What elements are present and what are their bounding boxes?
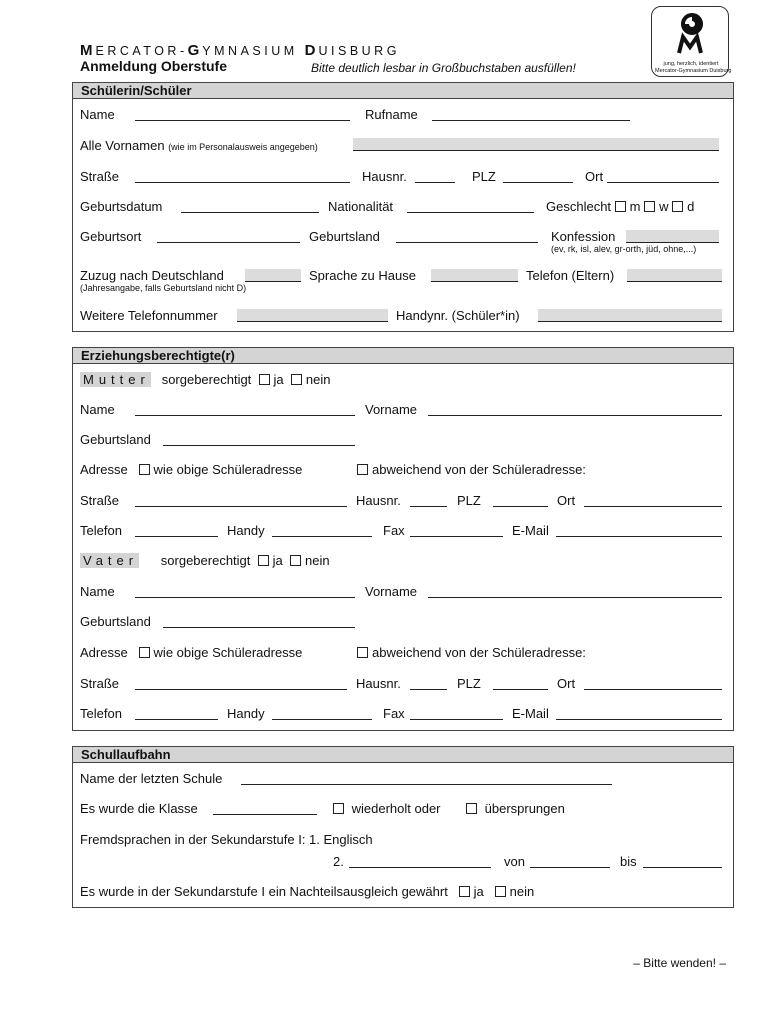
field-mutter-handy[interactable] [272, 524, 372, 537]
field-geburtsland[interactable] [396, 230, 538, 243]
label-geburtsland: Geburtsland [309, 229, 380, 244]
label-weitere-tel: Weitere Telefonnummer [80, 308, 218, 323]
label-abweichend: abweichend von der Schüleradresse: [372, 462, 586, 477]
label-nachteil-nein: nein [509, 884, 535, 899]
field-mutter-telefon[interactable] [135, 524, 218, 537]
guardians-section-title: Erziehungsberechtigte(r) [73, 348, 733, 364]
label-nationalitaet: Nationalität [328, 199, 394, 214]
label-zuzug: Zuzug nach Deutschland [80, 268, 224, 283]
field-nationalitaet[interactable] [407, 200, 534, 213]
field-bis[interactable] [643, 855, 722, 868]
label-handy: Handynr. (Schüler*in) [396, 308, 520, 323]
label-wie-obige: wie obige Schüleradresse [153, 462, 303, 477]
label-geschlecht: Geschlecht [546, 199, 612, 214]
label-bis: bis [620, 854, 637, 869]
label-ort: Ort [585, 169, 604, 184]
mother-header [80, 372, 330, 387]
checkbox-mutter-abweichend[interactable] [357, 464, 368, 475]
field-rufname[interactable] [432, 108, 630, 121]
label-sprache: Sprache zu Hause [309, 268, 416, 283]
label-klasse: Es wurde die Klasse [80, 801, 198, 816]
student-section-title: Schülerin/Schüler [73, 83, 733, 99]
logo-text-2: Mercator-Gymnasium Duisburg [655, 68, 732, 74]
label-name: Name [80, 107, 115, 122]
label-konfession: Konfession [551, 229, 616, 244]
label-telefon-eltern: Telefon (Eltern) [526, 268, 615, 283]
label-vater-strasse: Straße [80, 676, 120, 691]
label-mutter: Mutter [80, 372, 151, 387]
label-ja: ja [273, 372, 284, 387]
field-sprache-2[interactable] [349, 855, 491, 868]
field-vater-plz[interactable] [493, 677, 548, 690]
label-von: von [504, 854, 525, 869]
label-wie-obige-v: wie obige Schüleradresse [153, 645, 303, 660]
field-mutter-geburtsland[interactable] [163, 433, 355, 446]
label-strasse: Straße [80, 169, 120, 184]
label-mutter-fax: Fax [383, 523, 405, 538]
label-mutter-telefon: Telefon [80, 523, 122, 538]
label-abweichend-v: abweichend von der Schüleradresse: [372, 645, 586, 660]
label-uebersprungen: übersprungen [484, 801, 565, 816]
label-adresse: Adresse [80, 462, 128, 477]
label-plz: PLZ [472, 169, 496, 184]
field-vater-strasse[interactable] [135, 677, 347, 690]
field-plz[interactable] [503, 170, 573, 183]
field-zuzug[interactable] [245, 269, 301, 282]
field-vater-fax[interactable] [410, 707, 503, 720]
checkbox-mutter-wie-obige[interactable] [139, 464, 150, 475]
field-mutter-hausnr[interactable] [410, 494, 447, 507]
field-telefon-eltern[interactable] [627, 269, 722, 282]
label-hausnr: Hausnr. [362, 169, 407, 184]
vater-abweichend [357, 645, 586, 660]
field-mutter-plz[interactable] [493, 494, 548, 507]
checkbox-nachteil-ja[interactable] [459, 886, 470, 897]
label-vater-telefon: Telefon [80, 706, 122, 721]
label-geburtsort: Geburtsort [80, 229, 142, 244]
checkbox-vater-ja[interactable] [258, 555, 269, 566]
label-mutter-plz: PLZ [457, 493, 481, 508]
field-weitere-tel[interactable] [237, 309, 388, 322]
checkbox-w[interactable] [644, 201, 655, 212]
field-ort[interactable] [607, 170, 719, 183]
label-vater-fax: Fax [383, 706, 405, 721]
label-nachteil: Es wurde in der Sekundarstufe I ein Nachteilsausgleich gewährt [80, 884, 448, 899]
label-fremdsprachen: Fremdsprachen in der Sekundarstufe I: 1. Englisch [80, 832, 373, 847]
label-mutter-geburtsland: Geburtsland [80, 432, 151, 447]
checkbox-mutter-ja[interactable] [259, 374, 270, 385]
nachteil-group [80, 884, 534, 899]
label-ja-v: ja [272, 553, 283, 568]
school-section-title: Schullaufbahn [73, 747, 733, 763]
label-rufname: Rufname [365, 107, 418, 122]
checkbox-wiederholt[interactable] [333, 803, 344, 814]
label-m: m [629, 199, 641, 214]
uebersprungen-group [466, 801, 565, 816]
field-hausnr[interactable] [415, 170, 455, 183]
label-vater-email: E-Mail [512, 706, 549, 721]
label-mutter-strasse: Straße [80, 493, 120, 508]
label-mutter-email: E-Mail [512, 523, 549, 538]
label-vater-geburtsland: Geburtsland [80, 614, 151, 629]
field-mutter-name[interactable] [135, 403, 355, 416]
field-vater-vorname[interactable] [428, 585, 722, 598]
label-w: w [659, 199, 669, 214]
field-vornamen[interactable] [353, 138, 719, 151]
label-vater-hausnr: Hausnr. [356, 676, 401, 691]
checkbox-m[interactable] [615, 201, 626, 212]
label-mutter-vorname: Vorname [365, 402, 418, 417]
mutter-adresse [80, 462, 302, 477]
wiederholt-group [333, 801, 441, 816]
checkbox-vater-nein[interactable] [290, 555, 301, 566]
label-nein: nein [305, 372, 331, 387]
konfession-note: (ev, rk, isl, alev, gr-orth, jüd, ohne,...) [551, 244, 697, 254]
field-sprache[interactable] [431, 269, 518, 282]
field-strasse[interactable] [135, 170, 350, 183]
field-mutter-fax[interactable] [410, 524, 503, 537]
label-adresse-v: Adresse [80, 645, 128, 660]
label-vater-handy: Handy [227, 706, 265, 721]
label-sorge-mutter: sorgeberechtigt [161, 372, 252, 387]
field-vater-ort[interactable] [584, 677, 722, 690]
page-title: Anmeldung Oberstufe [80, 58, 228, 74]
field-vater-hausnr[interactable] [410, 677, 447, 690]
label-mutter-ort: Ort [557, 493, 576, 508]
vornamen-note: (wie im Personalausweis angegeben) [168, 142, 318, 152]
field-name[interactable] [135, 108, 350, 121]
school-logo [651, 6, 732, 77]
label-vater-plz: PLZ [457, 676, 481, 691]
label-nein-v: nein [305, 553, 330, 568]
label-nachteil-ja: ja [473, 884, 484, 899]
label-vornamen [80, 138, 318, 153]
field-handy[interactable] [538, 309, 722, 322]
school-name: MERCATOR-GYMNASIUM DUISBURG [80, 42, 400, 59]
father-header [80, 553, 330, 568]
fill-hint: Bitte deutlich lesbar in Großbuchstaben ausfüllen! [311, 61, 576, 75]
field-geburtsdatum[interactable] [181, 200, 319, 213]
label-vornamen-text: Alle Vornamen [80, 138, 165, 153]
zuzug-note: (Jahresangabe, falls Geburtsland nicht D) [80, 283, 247, 293]
label-zwei: 2. [333, 854, 344, 869]
label-vater: Vater [80, 553, 139, 568]
checkbox-d[interactable] [672, 201, 683, 212]
label-mutter-name: Name [80, 402, 115, 417]
mutter-abweichend [357, 462, 586, 477]
field-mutter-vorname[interactable] [428, 403, 722, 416]
checkbox-vater-wie-obige[interactable] [139, 647, 150, 658]
checkbox-nachteil-nein[interactable] [495, 886, 506, 897]
logo-emblem-icon [652, 7, 728, 57]
label-letzte-schule: Name der letzten Schule [80, 771, 223, 786]
field-mutter-strasse[interactable] [135, 494, 347, 507]
field-letzte-schule[interactable] [241, 772, 612, 785]
label-mutter-handy: Handy [227, 523, 265, 538]
label-vater-name: Name [80, 584, 115, 599]
field-klasse[interactable] [213, 802, 317, 815]
field-geburtsort[interactable] [157, 230, 300, 243]
vater-adresse [80, 645, 302, 660]
label-mutter-hausnr: Hausnr. [356, 493, 401, 508]
checkbox-mutter-nein[interactable] [291, 374, 302, 385]
field-vater-email[interactable] [556, 707, 722, 720]
field-vater-telefon[interactable] [135, 707, 218, 720]
footer-note: – Bitte wenden! – [633, 956, 726, 970]
label-vater-vorname: Vorname [365, 584, 418, 599]
label-vater-ort: Ort [557, 676, 576, 691]
logo-text-1: jung, herzlich, identiert [663, 61, 719, 67]
field-mutter-ort[interactable] [584, 494, 722, 507]
checkbox-vater-abweichend[interactable] [357, 647, 368, 658]
field-konfession[interactable] [626, 230, 719, 243]
field-mutter-email[interactable] [556, 524, 722, 537]
label-wiederholt: wiederholt oder [351, 801, 441, 816]
field-vater-handy[interactable] [272, 707, 372, 720]
field-vater-geburtsland[interactable] [163, 615, 355, 628]
field-vater-name[interactable] [135, 585, 355, 598]
field-von[interactable] [530, 855, 610, 868]
label-d: d [687, 199, 695, 214]
label-geburtsdatum: Geburtsdatum [80, 199, 163, 214]
gender-group [546, 199, 694, 214]
checkbox-uebersprungen[interactable] [466, 803, 477, 814]
label-sorge-vater: sorgeberechtigt [160, 553, 251, 568]
